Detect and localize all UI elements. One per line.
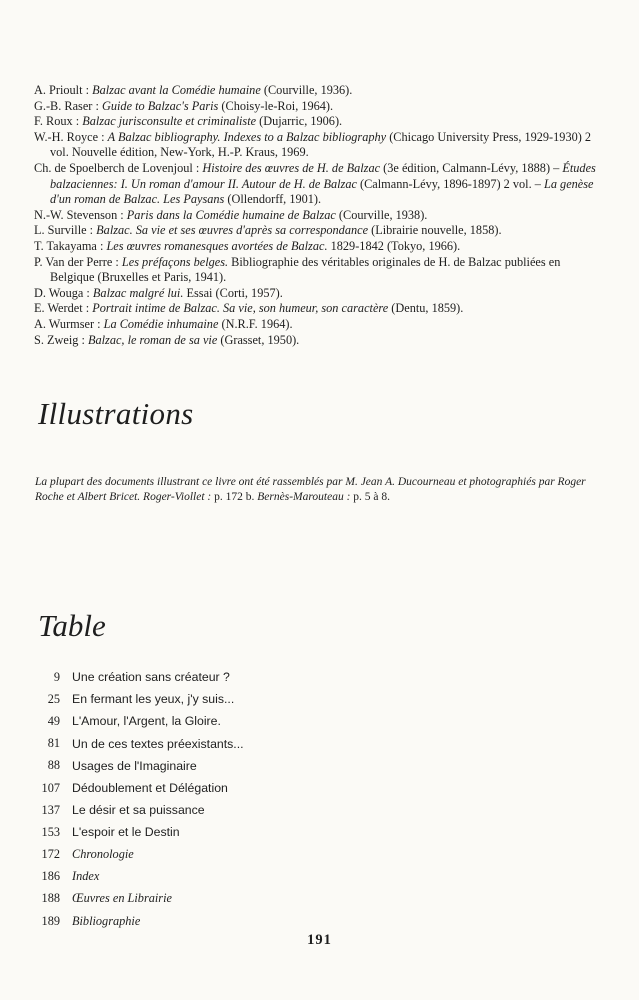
toc-row <box>30 821 350 843</box>
bib-entry: F. Roux : Balzac jurisconsulte et criminaliste (Dujarric, 1906). <box>34 114 343 129</box>
table-heading: Table <box>38 608 106 643</box>
bib-entry: L. Surville : Balzac. Sa vie et ses œuvres d'après sa correspondance (Librairie nouvelle, 1858). <box>34 223 502 238</box>
toc-row <box>30 844 350 866</box>
bib-entry: N.-W. Stevenson : Paris dans la Comédie humaine de Balzac (Courville, 1938). <box>34 207 428 222</box>
toc-title: Index <box>72 869 100 884</box>
toc-title: Le désir et sa puissance <box>72 803 205 818</box>
toc-page: 81 <box>47 736 60 751</box>
toc-page: 188 <box>41 891 60 906</box>
toc-title: En fermant les yeux, j'y suis... <box>72 692 235 707</box>
toc-page: 153 <box>41 824 60 839</box>
bib-entry: G.-B. Raser : Guide to Balzac's Paris (Choisy-le-Roi, 1964). <box>34 98 334 113</box>
toc-page: 25 <box>47 691 60 706</box>
toc-row <box>30 799 350 821</box>
bib-entry: T. Takayama : Les œuvres romanesques avortées de Balzac. 1829-1842 (Tokyo, 1966). <box>34 238 461 253</box>
toc-title: Œuvres en Librairie <box>72 891 172 906</box>
bib-entry: S. Zweig : Balzac, le roman de sa vie (Grasset, 1950). <box>34 332 300 347</box>
toc-title: Usages de l'Imaginaire <box>72 758 197 773</box>
toc-title: Une création sans créateur ? <box>72 670 230 685</box>
illustrations-heading: Illustrations <box>38 396 194 431</box>
bib-entry: Ch. de Spoelberch de Lovenjoul : Histoire des œuvres de H. de Balzac (3e édition, Calmann-Lévy, 1888) – Études balzaciennes: I. Un roman d'amour II. Autour de H. de Balzac (Calmann-Lévy, 1896-1897) 2 vol. – La genèse d'un roman de Balzac. Les Paysans (Ollendorff, 1901). <box>34 160 596 207</box>
toc-row <box>30 910 350 932</box>
toc-title: Un de ces textes préexistants... <box>72 736 244 751</box>
toc-page: 137 <box>41 802 60 817</box>
toc-row <box>30 866 350 888</box>
toc-page: 49 <box>47 713 60 728</box>
toc-page: 172 <box>41 847 60 862</box>
toc-page: 186 <box>41 869 60 884</box>
toc-page: 189 <box>41 913 60 928</box>
bib-entry: D. Wouga : Balzac malgré lui. Essai (Corti, 1957). <box>34 285 283 300</box>
page-number: 191 <box>307 932 332 948</box>
toc-row <box>30 755 350 777</box>
bib-entry: E. Werdet : Portrait intime de Balzac. Sa vie, son humeur, son caractère (Dentu, 1859). <box>34 301 464 316</box>
toc-row <box>30 888 350 910</box>
toc-row <box>30 666 350 688</box>
bib-entry: A. Wurmser : La Comédie inhumaine (N.R.F. 1964). <box>34 316 293 331</box>
bib-entry: P. Van der Perre : Les préfaçons belges. Bibliographie des véritables originales de H. de Balzac publiées en Belgique (Bruxelles et Paris, 1941). <box>34 254 561 285</box>
bib-entry: W.-H. Royce : A Balzac bibliography. Indexes to a Balzac bibliography (Chicago University Press, 1929-1930) 2 vol. Nouvelle édition, New-York, H.-P. Kraus, 1969. <box>34 129 592 160</box>
bibliography-list <box>34 83 604 348</box>
table-of-contents <box>30 666 350 932</box>
toc-page: 9 <box>53 669 60 684</box>
toc-row <box>30 777 350 799</box>
toc-title: Dédoublement et Délégation <box>72 781 228 796</box>
toc-title: Bibliographie <box>72 913 141 928</box>
toc-row <box>30 710 350 732</box>
toc-title: L'espoir et le Destin <box>72 825 180 840</box>
bib-entry: A. Prioult : Balzac avant la Comédie humaine (Courville, 1936). <box>34 83 353 97</box>
toc-page: 107 <box>41 780 60 795</box>
illustrations-credits: La plupart des documents illustrant ce livre ont été rassemblés par M. Jean A. Ducourneau et photographiés par Roger Roche et Albert Bricet. Roger-Viollet : p. 172 b. Bernès-Marouteau : p. 5 à 8. <box>35 475 586 503</box>
toc-row <box>30 733 350 755</box>
toc-page: 88 <box>47 758 60 773</box>
toc-title: L'Amour, l'Argent, la Gloire. <box>72 714 221 729</box>
toc-row <box>30 688 350 710</box>
toc-title: Chronologie <box>72 847 134 862</box>
